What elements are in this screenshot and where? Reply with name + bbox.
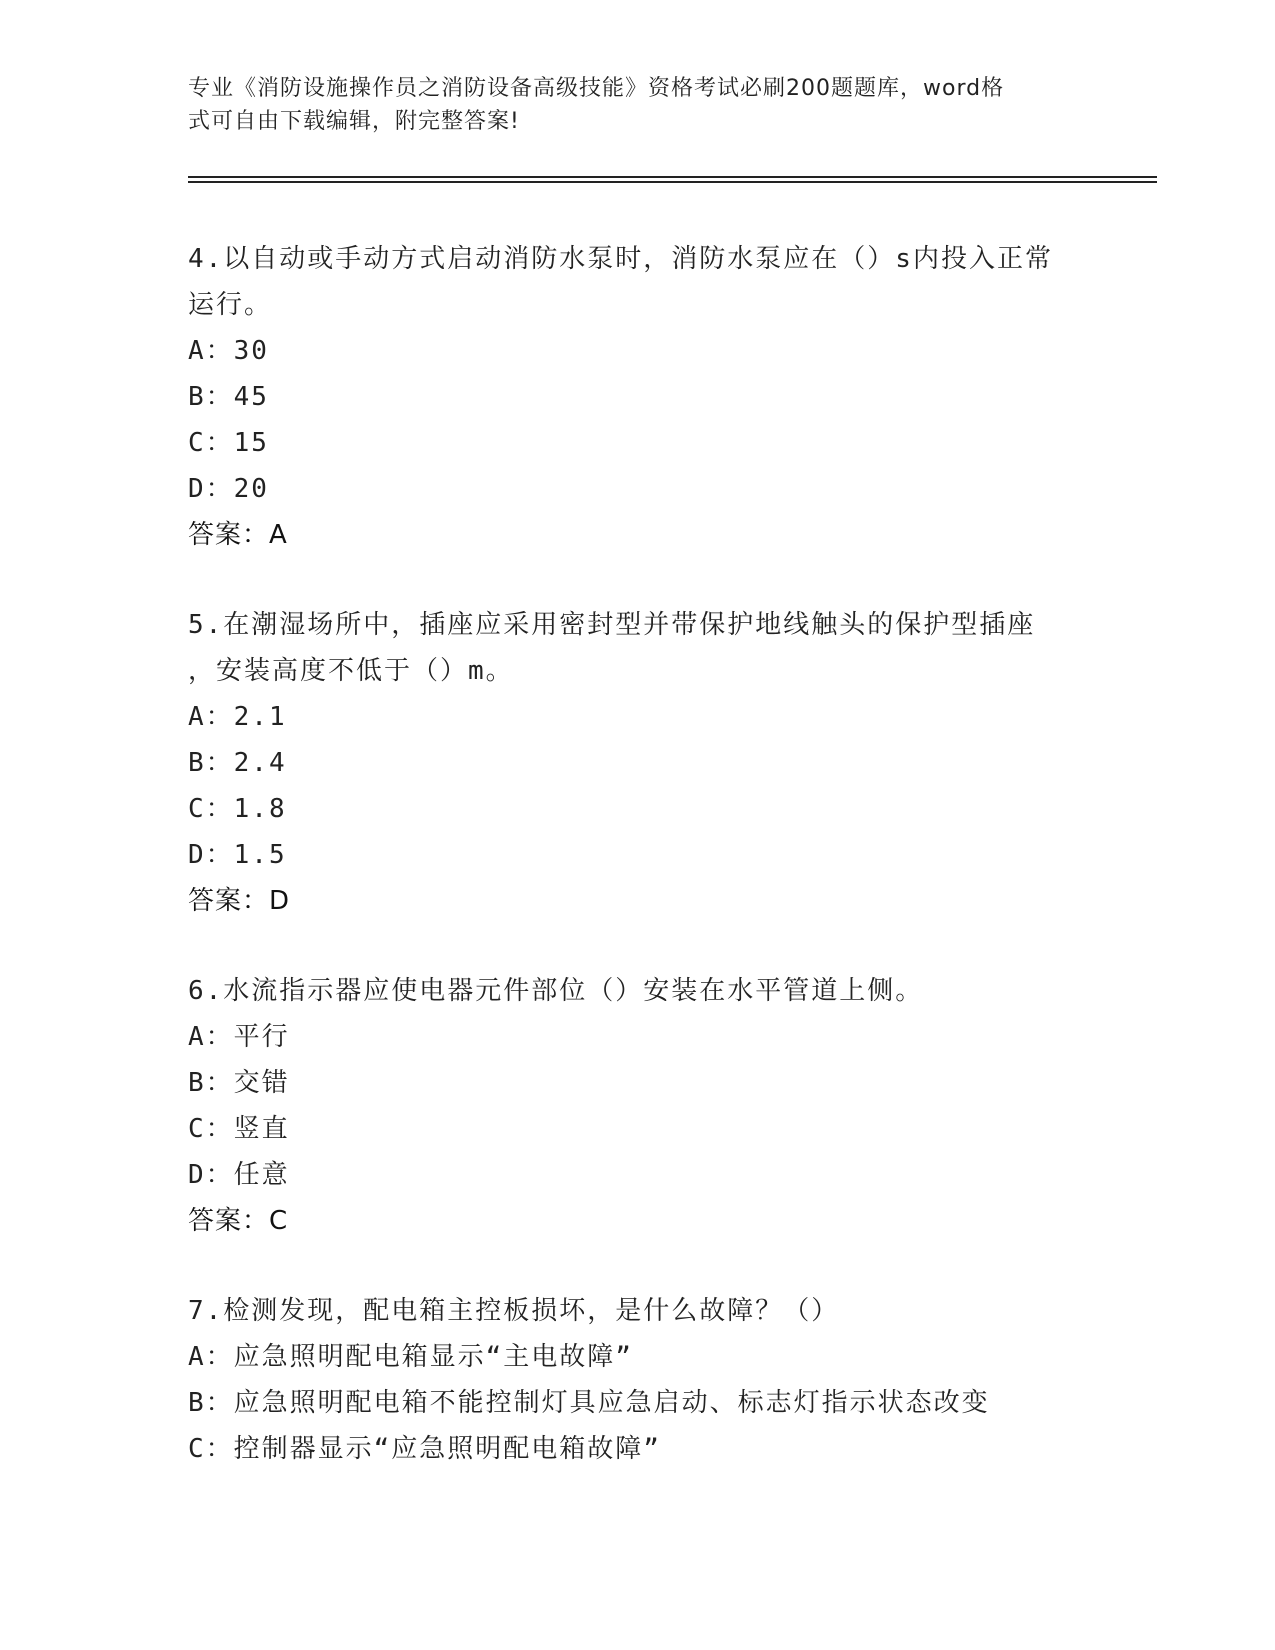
- option-a: A：30: [188, 336, 269, 366]
- option-d: D：任意: [188, 1160, 290, 1190]
- answer-label: 答案：D: [188, 886, 291, 916]
- option-c: C：竖直: [188, 1114, 290, 1144]
- option-b: B：应急照明配电箱不能控制灯具应急启动、标志灯指示状态改变: [188, 1388, 990, 1418]
- question-7: [188, 1288, 1088, 1472]
- option-b: B：2.4: [188, 748, 287, 778]
- option-c: C：1.8: [188, 794, 287, 824]
- question-4: [188, 236, 1088, 558]
- option-a: A：应急照明配电箱显示“主电故障”: [188, 1342, 633, 1372]
- option-d: D：20: [188, 474, 269, 504]
- option-b: B：交错: [188, 1068, 290, 1098]
- option-a: A：平行: [188, 1022, 290, 1052]
- question-stem-continuation: ，安装高度不低于（）m。: [188, 656, 514, 686]
- header-line-1: 专业《消防设施操作员之消防设备高级技能》资格考试必刷200题题库，word格: [188, 76, 1005, 101]
- header-divider-bottom: [188, 181, 1157, 183]
- option-a: A：2.1: [188, 702, 287, 732]
- option-c: C：控制器显示“应急照明配电箱故障”: [188, 1434, 661, 1464]
- option-d: D：1.5: [188, 840, 287, 870]
- question-list: [188, 236, 1088, 1516]
- option-b: B：45: [188, 382, 269, 412]
- header-divider-top: [188, 176, 1157, 178]
- page-header: [188, 72, 1068, 138]
- question-stem: 7.检测发现，配电箱主控板损坏，是什么故障？（）: [188, 1296, 840, 1326]
- option-c: C：15: [188, 428, 269, 458]
- header-line-2: 式可自由下载编辑，附完整答案!: [188, 109, 520, 134]
- question-6: [188, 968, 1088, 1244]
- question-stem-continuation: 运行。: [188, 290, 273, 320]
- answer-label: 答案：A: [188, 520, 288, 550]
- question-stem: 5.在潮湿场所中，插座应采用密封型并带保护地线触头的保护型插座: [188, 610, 1036, 640]
- question-5: [188, 602, 1088, 924]
- answer-label: 答案：C: [188, 1206, 289, 1236]
- question-stem: 4.以自动或手动方式启动消防水泵时，消防水泵应在（）s内投入正常: [188, 244, 1053, 274]
- question-stem: 6.水流指示器应使电器元件部位（）安装在水平管道上侧。: [188, 976, 924, 1006]
